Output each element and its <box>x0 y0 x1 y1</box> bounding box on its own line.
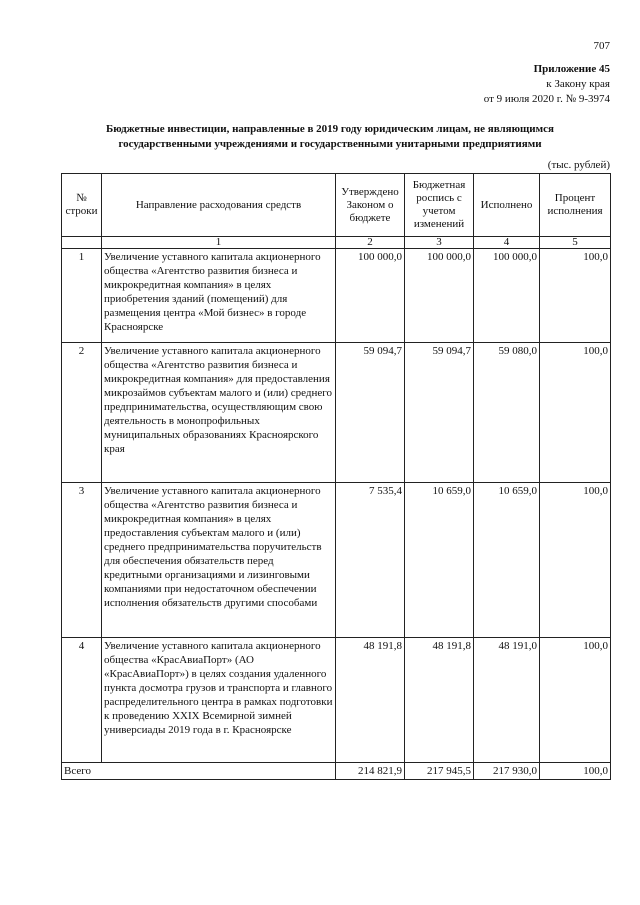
row-percent: 100,0 <box>540 483 611 638</box>
header-row-number: № строки <box>62 174 102 237</box>
document-title-line-1: Бюджетные инвестиции, направленные в 2019 году юридическим лицам, не являющимся <box>106 123 554 135</box>
column-index: 3 <box>405 237 474 249</box>
table-row <box>62 638 611 763</box>
column-index-row <box>62 237 611 249</box>
row-number: 2 <box>62 343 102 483</box>
row-percent: 100,0 <box>540 638 611 763</box>
table-header-row <box>62 174 611 237</box>
column-index: 1 <box>102 237 336 249</box>
header-direction: Направление расходования средств <box>102 174 336 237</box>
page-number: 707 <box>593 40 610 52</box>
row-number: 1 <box>62 249 102 343</box>
appendix-reference <box>484 62 610 107</box>
header-approved: Утверждено Законом о бюджете <box>336 174 405 237</box>
header-budget-list: Бюджетная роспись с учетом изменений <box>405 174 474 237</box>
row-executed: 100 000,0 <box>474 249 540 343</box>
table-row <box>62 249 611 343</box>
total-budget-list: 217 945,5 <box>405 763 474 780</box>
row-executed: 10 659,0 <box>474 483 540 638</box>
row-approved: 100 000,0 <box>336 249 405 343</box>
total-label: Всего <box>62 763 336 780</box>
table-row <box>62 343 611 483</box>
row-budget-list: 48 191,8 <box>405 638 474 763</box>
row-percent: 100,0 <box>540 343 611 483</box>
document-title <box>60 122 600 152</box>
row-executed: 59 080,0 <box>474 343 540 483</box>
row-description: Увеличение уставного капитала акционерного общества «Агентство развития бизнеса и микрокредитная компания» в целях приобретения зданий (помещений) для размещения центра «Мой бизнес» в городе Красноярске <box>102 249 336 343</box>
total-row <box>62 763 611 780</box>
row-approved: 48 191,8 <box>336 638 405 763</box>
row-approved: 7 535,4 <box>336 483 405 638</box>
header-executed: Исполнено <box>474 174 540 237</box>
appendix-title: Приложение 45 <box>533 63 610 75</box>
row-executed: 48 191,0 <box>474 638 540 763</box>
document-title-line-2: государственными учреждениями и государственными унитарными предприятиями <box>118 138 542 150</box>
row-budget-list: 59 094,7 <box>405 343 474 483</box>
total-percent: 100,0 <box>540 763 611 780</box>
column-index: 2 <box>336 237 405 249</box>
units-label: (тыс. рублей) <box>547 159 610 171</box>
column-index-empty <box>62 237 102 249</box>
row-description: Увеличение уставного капитала акционерного общества «КрасАвиаПорт» (АО «КрасАвиаПорт») в целях создания удаленного пункта досмотра грузов и транспорта и главного распределительного центра в рамках подготовки к проведению XXIX Всемирной зимней универсиады 2019 года в г. Красноярске <box>102 638 336 763</box>
appendix-law-line: к Закону края <box>546 78 610 90</box>
row-budget-list: 100 000,0 <box>405 249 474 343</box>
row-number: 4 <box>62 638 102 763</box>
row-percent: 100,0 <box>540 249 611 343</box>
row-description: Увеличение уставного капитала акционерного общества «Агентство развития бизнеса и микрокредитная компания» для предоставления микрозаймов субъектам малого и (или) среднего предпринимательства, осуществляющим свою деятельность в монопрофильных муниципальных образованиях Красноярского края <box>102 343 336 483</box>
column-index: 5 <box>540 237 611 249</box>
row-number: 3 <box>62 483 102 638</box>
header-percent: Процент исполнения <box>540 174 611 237</box>
row-approved: 59 094,7 <box>336 343 405 483</box>
appendix-date-line: от 9 июля 2020 г. № 9-3974 <box>483 93 610 105</box>
total-executed: 217 930,0 <box>474 763 540 780</box>
table-row <box>62 483 611 638</box>
budget-investments-table <box>61 173 611 780</box>
row-budget-list: 10 659,0 <box>405 483 474 638</box>
total-approved: 214 821,9 <box>336 763 405 780</box>
row-description: Увеличение уставного капитала акционерного общества «Агентство развития бизнеса и микрокредитная компания» в целях предоставления субъектам малого и (или) среднего предпринимательства поручительств для обеспечения обязательств перед кредитными организациями и лизинговыми компаниями при недостаточном обеспечении исполнения обязательств другими способами <box>102 483 336 638</box>
column-index: 4 <box>474 237 540 249</box>
